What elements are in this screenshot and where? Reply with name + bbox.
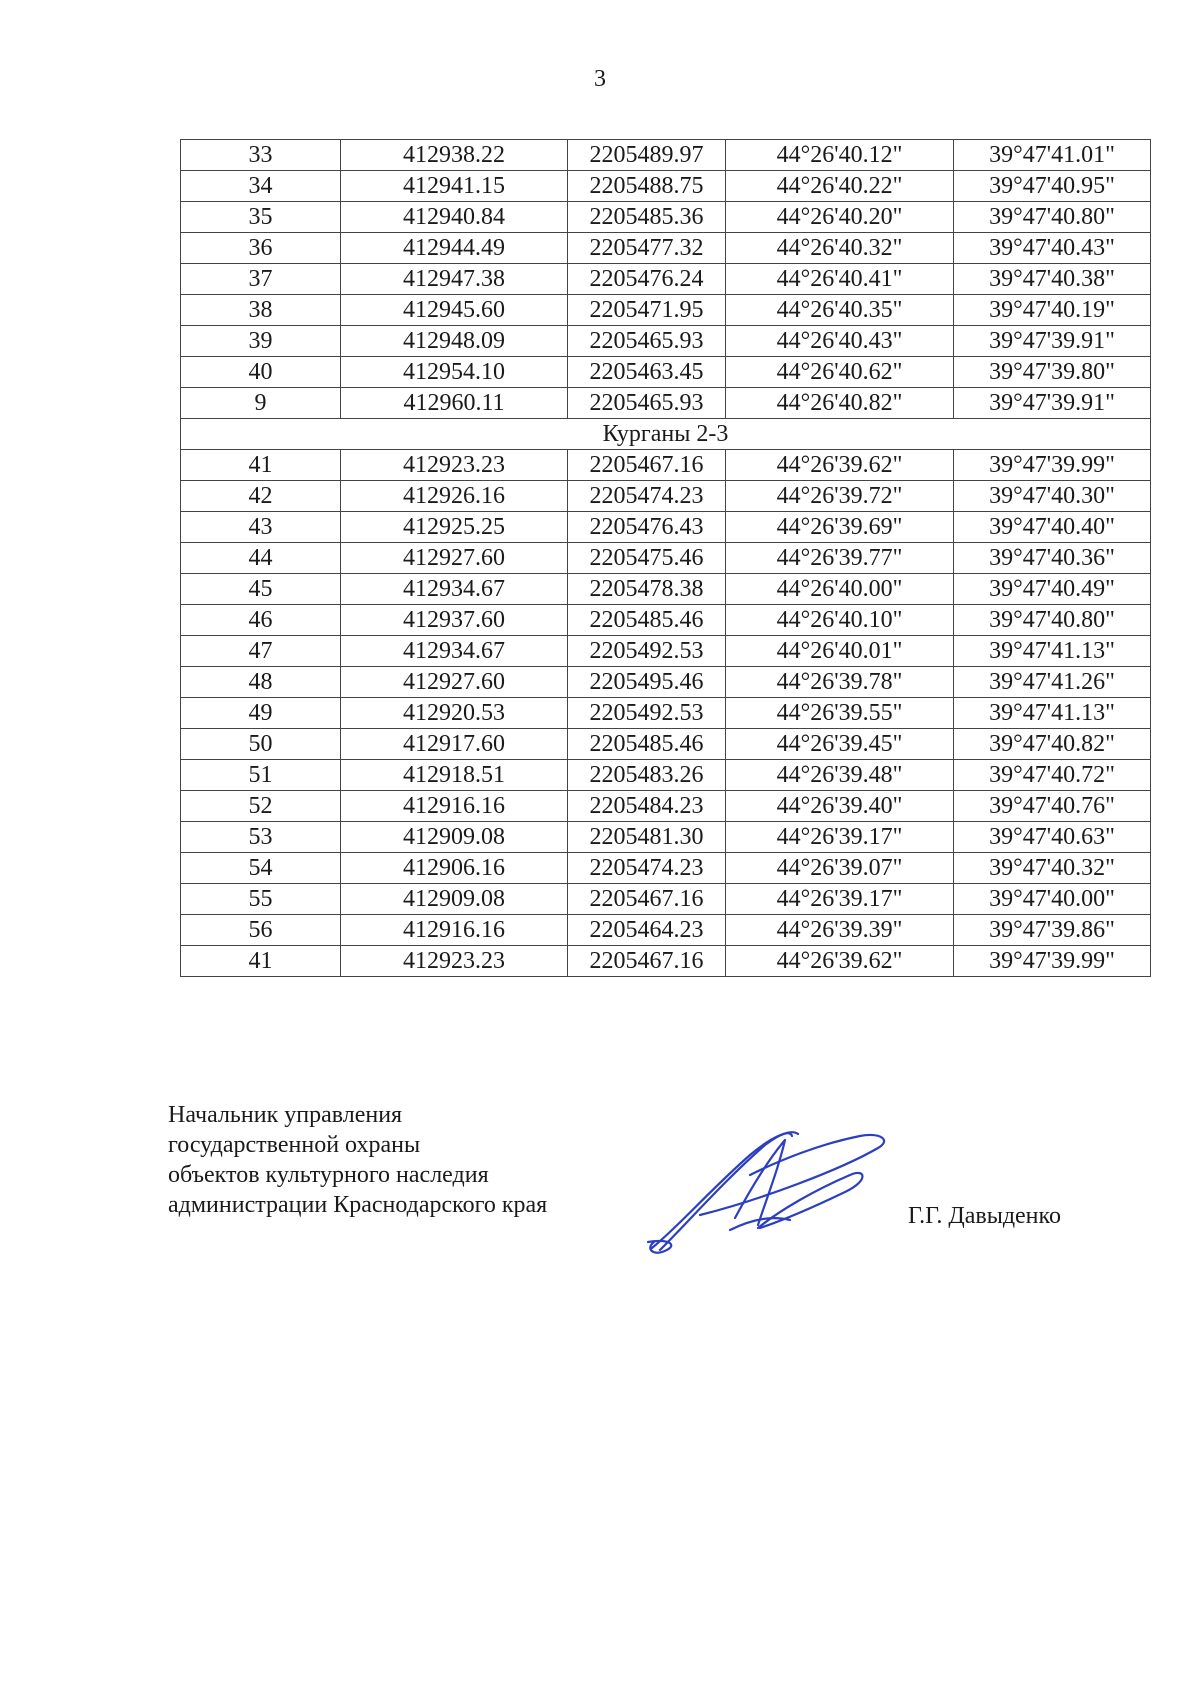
- point-number-cell: 45: [181, 574, 341, 605]
- longitude-cell: 39°47'41.13": [954, 698, 1151, 729]
- coordinate-y-cell: 2205477.32: [568, 233, 726, 264]
- longitude-cell: 39°47'39.80": [954, 357, 1151, 388]
- signatory-title-line: Начальник управления: [168, 1102, 403, 1128]
- coordinate-x-cell: 412947.38: [341, 264, 568, 295]
- coordinate-x-cell: 412954.10: [341, 357, 568, 388]
- longitude-cell: 39°47'41.13": [954, 636, 1151, 667]
- point-number-cell: 55: [181, 884, 341, 915]
- longitude-cell: 39°47'39.91": [954, 326, 1151, 357]
- coordinate-x-cell: 412916.16: [341, 915, 568, 946]
- latitude-cell: 44°26'40.12": [726, 140, 954, 171]
- coordinate-x-cell: 412917.60: [341, 729, 568, 760]
- latitude-cell: 44°26'39.48": [726, 760, 954, 791]
- point-number-cell: 51: [181, 760, 341, 791]
- point-number-cell: 41: [181, 946, 341, 977]
- longitude-cell: 39°47'40.63": [954, 822, 1151, 853]
- longitude-cell: 39°47'40.95": [954, 171, 1151, 202]
- point-number-cell: 47: [181, 636, 341, 667]
- latitude-cell: 44°26'40.10": [726, 605, 954, 636]
- table-row: [181, 636, 1151, 667]
- latitude-cell: 44°26'39.17": [726, 822, 954, 853]
- coordinate-y-cell: 2205492.53: [568, 698, 726, 729]
- group-label: Курганы 2-3: [181, 419, 1151, 450]
- handwritten-signature: [640, 1120, 900, 1260]
- coordinate-y-cell: 2205463.45: [568, 357, 726, 388]
- coordinate-x-cell: 412909.08: [341, 884, 568, 915]
- coordinate-x-cell: 412923.23: [341, 946, 568, 977]
- longitude-cell: 39°47'39.91": [954, 388, 1151, 419]
- latitude-cell: 44°26'40.01": [726, 636, 954, 667]
- longitude-cell: 39°47'40.32": [954, 853, 1151, 884]
- point-number-cell: 34: [181, 171, 341, 202]
- coordinates-table-body: [181, 140, 1151, 977]
- longitude-cell: 39°47'39.86": [954, 915, 1151, 946]
- coordinate-x-cell: 412944.49: [341, 233, 568, 264]
- longitude-cell: 39°47'40.72": [954, 760, 1151, 791]
- coordinate-x-cell: 412934.67: [341, 574, 568, 605]
- point-number-cell: 37: [181, 264, 341, 295]
- table-row: [181, 543, 1151, 574]
- point-number-cell: 50: [181, 729, 341, 760]
- longitude-cell: 39°47'40.30": [954, 481, 1151, 512]
- signatory-title-line: объектов культурного наследия: [168, 1162, 489, 1188]
- coordinate-x-cell: 412920.53: [341, 698, 568, 729]
- coordinate-x-cell: 412925.25: [341, 512, 568, 543]
- coordinate-y-cell: 2205492.53: [568, 636, 726, 667]
- longitude-cell: 39°47'40.43": [954, 233, 1151, 264]
- table-row: [181, 171, 1151, 202]
- longitude-cell: 39°47'40.76": [954, 791, 1151, 822]
- longitude-cell: 39°47'40.82": [954, 729, 1151, 760]
- coordinate-y-cell: 2205467.16: [568, 450, 726, 481]
- latitude-cell: 44°26'39.77": [726, 543, 954, 574]
- table-row: [181, 140, 1151, 171]
- coordinate-y-cell: 2205474.23: [568, 481, 726, 512]
- point-number-cell: 33: [181, 140, 341, 171]
- latitude-cell: 44°26'40.62": [726, 357, 954, 388]
- latitude-cell: 44°26'39.78": [726, 667, 954, 698]
- latitude-cell: 44°26'39.39": [726, 915, 954, 946]
- coordinate-x-cell: 412926.16: [341, 481, 568, 512]
- coordinate-y-cell: 2205481.30: [568, 822, 726, 853]
- latitude-cell: 44°26'40.35": [726, 295, 954, 326]
- longitude-cell: 39°47'41.01": [954, 140, 1151, 171]
- table-row: [181, 574, 1151, 605]
- table-row: [181, 326, 1151, 357]
- point-number-cell: 49: [181, 698, 341, 729]
- latitude-cell: 44°26'39.72": [726, 481, 954, 512]
- table-row: [181, 233, 1151, 264]
- coordinate-y-cell: 2205464.23: [568, 915, 726, 946]
- signatory-title-line: администрации Краснодарского края: [168, 1192, 548, 1218]
- latitude-cell: 44°26'40.41": [726, 264, 954, 295]
- coordinate-y-cell: 2205467.16: [568, 884, 726, 915]
- latitude-cell: 44°26'40.43": [726, 326, 954, 357]
- coordinate-x-cell: 412945.60: [341, 295, 568, 326]
- longitude-cell: 39°47'40.80": [954, 605, 1151, 636]
- latitude-cell: 44°26'40.22": [726, 171, 954, 202]
- coordinate-x-cell: 412938.22: [341, 140, 568, 171]
- point-number-cell: 9: [181, 388, 341, 419]
- point-number-cell: 44: [181, 543, 341, 574]
- table-row: [181, 295, 1151, 326]
- longitude-cell: 39°47'40.00": [954, 884, 1151, 915]
- coordinate-x-cell: 412906.16: [341, 853, 568, 884]
- point-number-cell: 42: [181, 481, 341, 512]
- coordinate-x-cell: 412940.84: [341, 202, 568, 233]
- point-number-cell: 43: [181, 512, 341, 543]
- longitude-cell: 39°47'40.38": [954, 264, 1151, 295]
- longitude-cell: 39°47'40.36": [954, 543, 1151, 574]
- table-row: [181, 760, 1151, 791]
- table-row: [181, 388, 1151, 419]
- point-number-cell: 54: [181, 853, 341, 884]
- coordinate-x-cell: 412909.08: [341, 822, 568, 853]
- longitude-cell: 39°47'40.40": [954, 512, 1151, 543]
- coordinate-y-cell: 2205484.23: [568, 791, 726, 822]
- latitude-cell: 44°26'40.82": [726, 388, 954, 419]
- latitude-cell: 44°26'39.69": [726, 512, 954, 543]
- longitude-cell: 39°47'40.80": [954, 202, 1151, 233]
- page-number: 3: [594, 66, 606, 92]
- coordinate-y-cell: 2205467.16: [568, 946, 726, 977]
- signatory-title: [168, 1100, 547, 1220]
- longitude-cell: 39°47'39.99": [954, 946, 1151, 977]
- coordinate-y-cell: 2205489.97: [568, 140, 726, 171]
- point-number-cell: 36: [181, 233, 341, 264]
- point-number-cell: 52: [181, 791, 341, 822]
- coordinate-x-cell: 412934.67: [341, 636, 568, 667]
- coordinate-x-cell: 412941.15: [341, 171, 568, 202]
- coordinates-table: [180, 139, 1151, 977]
- coordinate-y-cell: 2205495.46: [568, 667, 726, 698]
- coordinate-y-cell: 2205483.26: [568, 760, 726, 791]
- coordinate-x-cell: 412927.60: [341, 667, 568, 698]
- coordinate-y-cell: 2205475.46: [568, 543, 726, 574]
- table-row: [181, 264, 1151, 295]
- signatory-name: Г.Г. Давыденко: [908, 1203, 1061, 1229]
- longitude-cell: 39°47'40.49": [954, 574, 1151, 605]
- latitude-cell: 44°26'39.55": [726, 698, 954, 729]
- latitude-cell: 44°26'39.45": [726, 729, 954, 760]
- table-row: [181, 853, 1151, 884]
- coordinate-y-cell: 2205465.93: [568, 388, 726, 419]
- point-number-cell: 48: [181, 667, 341, 698]
- latitude-cell: 44°26'39.07": [726, 853, 954, 884]
- table-row: [181, 202, 1151, 233]
- point-number-cell: 41: [181, 450, 341, 481]
- table-row: [181, 357, 1151, 388]
- coordinate-y-cell: 2205465.93: [568, 326, 726, 357]
- coordinate-y-cell: 2205476.43: [568, 512, 726, 543]
- point-number-cell: 46: [181, 605, 341, 636]
- table-row: [181, 822, 1151, 853]
- point-number-cell: 53: [181, 822, 341, 853]
- longitude-cell: 39°47'39.99": [954, 450, 1151, 481]
- latitude-cell: 44°26'39.62": [726, 946, 954, 977]
- table-row: [181, 698, 1151, 729]
- coordinate-x-cell: 412960.11: [341, 388, 568, 419]
- coordinate-y-cell: 2205488.75: [568, 171, 726, 202]
- point-number-cell: 38: [181, 295, 341, 326]
- table-row: [181, 946, 1151, 977]
- latitude-cell: 44°26'40.32": [726, 233, 954, 264]
- point-number-cell: 56: [181, 915, 341, 946]
- coordinate-y-cell: 2205476.24: [568, 264, 726, 295]
- point-number-cell: 35: [181, 202, 341, 233]
- coordinate-x-cell: 412918.51: [341, 760, 568, 791]
- point-number-cell: 39: [181, 326, 341, 357]
- longitude-cell: 39°47'41.26": [954, 667, 1151, 698]
- coordinate-y-cell: 2205485.46: [568, 605, 726, 636]
- group-row: [181, 419, 1151, 450]
- latitude-cell: 44°26'39.17": [726, 884, 954, 915]
- point-number-cell: 40: [181, 357, 341, 388]
- coordinate-y-cell: 2205485.36: [568, 202, 726, 233]
- table-row: [181, 512, 1151, 543]
- coordinate-x-cell: 412948.09: [341, 326, 568, 357]
- latitude-cell: 44°26'40.20": [726, 202, 954, 233]
- coordinate-x-cell: 412916.16: [341, 791, 568, 822]
- table-row: [181, 450, 1151, 481]
- table-row: [181, 667, 1151, 698]
- coordinate-y-cell: 2205474.23: [568, 853, 726, 884]
- coordinate-x-cell: 412937.60: [341, 605, 568, 636]
- table-row: [181, 915, 1151, 946]
- coordinate-y-cell: 2205485.46: [568, 729, 726, 760]
- table-row: [181, 884, 1151, 915]
- latitude-cell: 44°26'40.00": [726, 574, 954, 605]
- coordinate-y-cell: 2205471.95: [568, 295, 726, 326]
- table-row: [181, 481, 1151, 512]
- table-row: [181, 605, 1151, 636]
- table-row: [181, 729, 1151, 760]
- signatory-title-line: государственной охраны: [168, 1132, 421, 1158]
- table-row: [181, 791, 1151, 822]
- latitude-cell: 44°26'39.40": [726, 791, 954, 822]
- coordinate-x-cell: 412923.23: [341, 450, 568, 481]
- longitude-cell: 39°47'40.19": [954, 295, 1151, 326]
- coordinate-x-cell: 412927.60: [341, 543, 568, 574]
- coordinate-y-cell: 2205478.38: [568, 574, 726, 605]
- latitude-cell: 44°26'39.62": [726, 450, 954, 481]
